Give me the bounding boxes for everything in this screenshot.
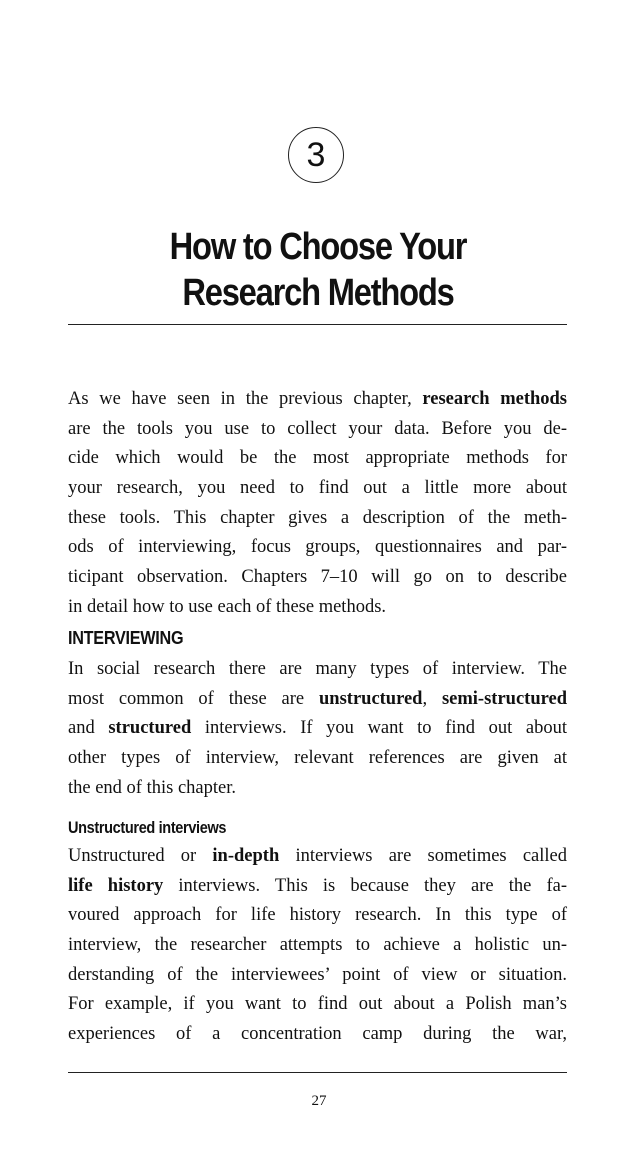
text-run: , <box>422 688 442 709</box>
text-line: derstanding of the interviewees’ point of view or situation. <box>68 964 567 985</box>
bold-term: unstructured <box>319 688 423 709</box>
text-line: the end of this chapter. <box>68 777 236 798</box>
text-run: interviews. This is because they are the fa- <box>163 875 567 896</box>
text-line <box>68 714 567 744</box>
bold-term: structured <box>108 718 192 739</box>
text-line <box>68 872 567 902</box>
text-line <box>68 842 567 872</box>
text-line: ods of interviewing, focus groups, questionnaires and par- <box>68 537 567 558</box>
page-number: 27 <box>311 1093 327 1109</box>
subsection-heading-unstructured: Unstructured interviews <box>68 819 227 837</box>
intro-paragraph <box>68 385 567 623</box>
bold-term: life history <box>68 875 164 896</box>
text-line: these tools. This chapter gives a description of the meth- <box>68 507 567 528</box>
text-run: and <box>68 718 109 739</box>
chapter-title-line-2: Research Methods <box>182 272 454 314</box>
text-line: are the tools you use to collect your data. Before you de- <box>68 418 567 439</box>
text-line: experiences of a concentration camp during the war, <box>68 1024 567 1045</box>
text-line: interview, the researcher attempts to achieve a holistic un- <box>68 935 567 956</box>
section-heading-interviewing: INTERVIEWING <box>68 628 184 648</box>
text-line: other types of interview, relevant references are given at <box>68 748 567 769</box>
text-line: For example, if you want to find out about a Polish man’s <box>68 994 567 1015</box>
text-run: interviews. If you want to find out about <box>191 718 568 739</box>
text-run: As we have seen in the previous chapter, <box>68 389 423 409</box>
interviewing-paragraph <box>68 655 567 803</box>
footer-divider <box>68 1072 567 1073</box>
text-line: ticipant observation. Chapters 7–10 will go on to describe <box>68 567 567 588</box>
text-line: In social research there are many types of interview. The <box>68 659 567 679</box>
chapter-number-circle <box>288 127 344 183</box>
text-run: most common of these are <box>68 688 319 709</box>
chapter-title <box>103 224 533 316</box>
bold-term: research methods <box>422 389 568 409</box>
chapter-title-line-1: How to Choose Your <box>169 226 467 268</box>
bold-term: in-depth <box>212 846 280 866</box>
text-run: interviews are sometimes called <box>279 846 567 866</box>
bold-term: semi-structured <box>441 688 567 709</box>
text-line: your research, you need to find out a little more about <box>68 478 567 499</box>
text-run: Unstructured or <box>68 846 213 866</box>
title-divider <box>68 324 567 325</box>
chapter-number: 3 <box>306 135 326 174</box>
unstructured-paragraph <box>68 842 567 1050</box>
text-line: in detail how to use each of these methods. <box>68 596 387 617</box>
text-line <box>68 385 567 415</box>
text-line: voured approach for life history research. In this type of <box>68 905 567 926</box>
text-line <box>68 685 567 715</box>
text-line: cide which would be the most appropriate methods for <box>68 448 567 469</box>
